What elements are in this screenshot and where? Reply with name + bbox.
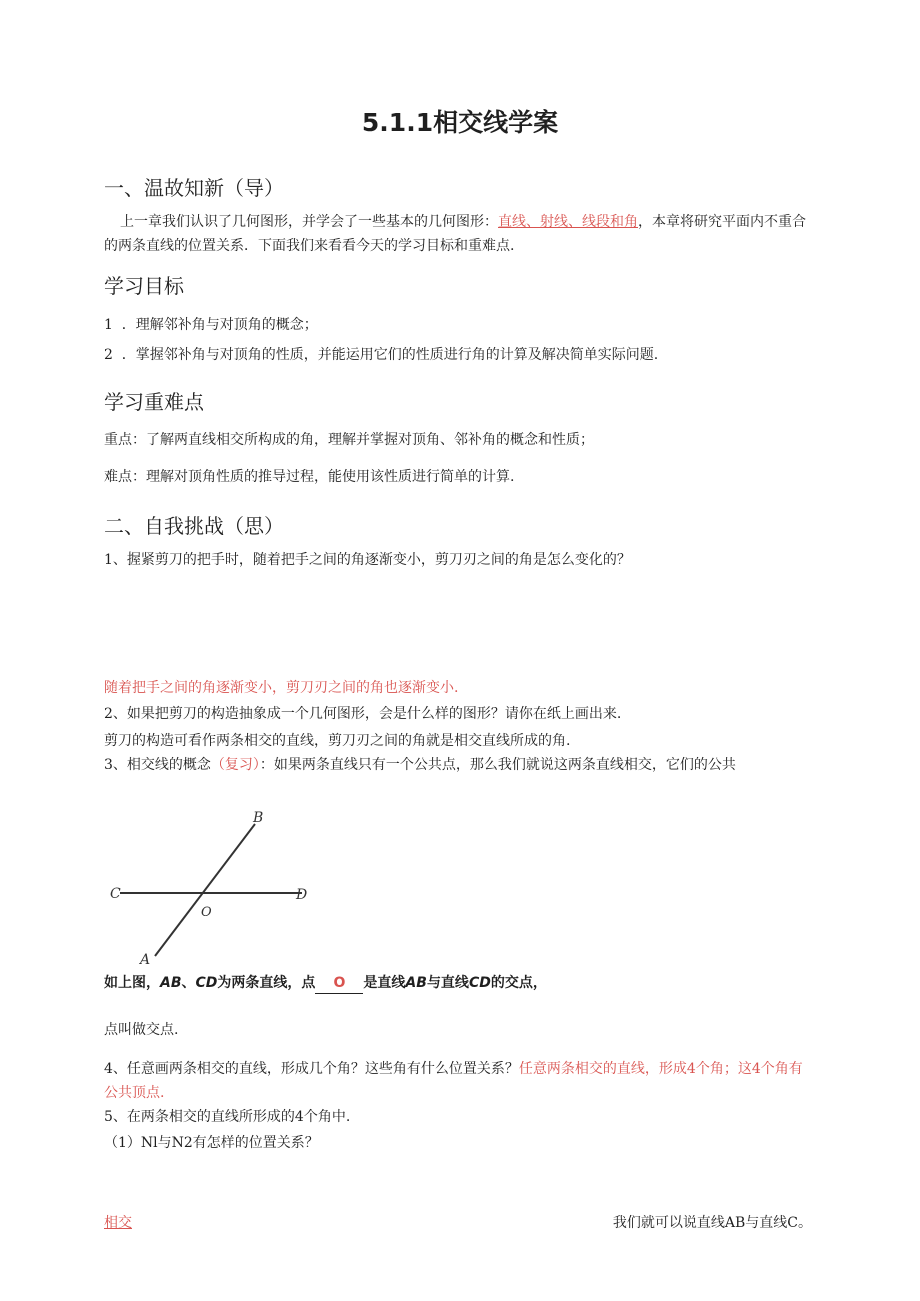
caption-ab: AB: [160, 975, 182, 991]
caption-cd-2: CD: [468, 975, 491, 991]
page-title: 5.1.1相交线学案: [361, 108, 559, 137]
figure-caption: [104, 973, 547, 994]
question-5: 5、在两条相交的直线所形成的4个角中.: [104, 1109, 351, 1125]
label-d: D: [296, 887, 308, 903]
footer-text: 我们就可以说直线AB与直线C。: [612, 1215, 812, 1231]
caption-with: 与直线: [426, 975, 469, 991]
question-2: 2、如果把剪刀的构造抽象成一个几何图形，会是什么样的图形？请你在纸上画出来.: [104, 706, 622, 722]
q3-text: 3、相交线的概念: [104, 757, 211, 773]
q4-text: 4、任意画两条相交的直线，形成几个角？这些角有什么位置关系？: [104, 1061, 519, 1077]
section2-heading: 二、自我挑战（思）: [104, 514, 284, 538]
answer-2: 剪刀的构造可看作两条相交的直线，剪刀刃之间的角就是相交直线所成的角.: [104, 733, 571, 749]
key-point: 重点：了解两直线相交所构成的角，理解并掌握对顶角、邻补角的概念和性质；: [104, 432, 594, 448]
caption-text-mid: 为两条直线，点: [217, 975, 316, 991]
section1-heading: 一、温故知新（导）: [104, 176, 284, 200]
label-b: B: [253, 810, 264, 826]
intro-highlight: 直线、射线、线段和角: [498, 214, 638, 230]
label-c: C: [110, 886, 121, 902]
goal-item: 1 ．理解邻补角与对顶角的概念；: [104, 317, 318, 333]
intro-text-after: ，本章将研究平面内不重合的两条直线的位置关系．下面我们来看看今天的学习目标和重难点.: [104, 214, 806, 254]
caption-sep: 、: [181, 975, 196, 991]
caption-text-after: 是直线: [363, 975, 406, 991]
caption-text: 如上图，: [104, 975, 160, 991]
keypoints-heading: 学习重难点: [104, 390, 204, 414]
answer-1: 随着把手之间的角逐渐变小，剪刀刃之间的角也逐渐变小.: [104, 680, 459, 696]
q4-answer: 任意两条相交的直线，形成4个角；这4个角有公共顶点.: [104, 1061, 803, 1101]
question-1: 1、握紧剪刀的把手时，随着把手之间的角逐渐变小，剪刀刃之间的角是怎么变化的？: [104, 552, 631, 568]
caption-blank: O: [315, 973, 363, 994]
q3-text-after: ：如果两条直线只有一个公共点，那么我们就说这两条直线相交，它们的公共: [259, 757, 736, 773]
footer-answer: 相交: [104, 1215, 132, 1231]
label-a: A: [140, 952, 151, 968]
goal-item: 2 ．掌握邻补角与对顶角的性质，并能运用它们的性质进行角的计算及解决简单实际问题.: [104, 347, 659, 363]
hard-point: 难点：理解对顶角性质的推导过程，能使用该性质进行简单的计算.: [104, 469, 515, 485]
point-definition: 点叫做交点.: [104, 1022, 179, 1038]
caption-ab-2: AB: [405, 975, 427, 991]
goals-heading: 学习目标: [104, 274, 184, 298]
question-5-1: （1）Nl与N2有怎样的位置关系？: [104, 1135, 319, 1151]
section1-intro: [104, 210, 816, 258]
line-ab: [155, 824, 255, 956]
q3-review: （复习）: [210, 757, 260, 773]
label-o: O: [201, 905, 212, 920]
caption-cd: CD: [195, 975, 218, 991]
question-3: [104, 755, 736, 775]
intersecting-lines-figure: [100, 806, 330, 972]
caption-end: 的交点，: [490, 975, 547, 991]
intro-text: 上一章我们认识了几何图形，并学会了一些基本的几何图形：: [120, 214, 498, 230]
question-4: [104, 1057, 816, 1105]
